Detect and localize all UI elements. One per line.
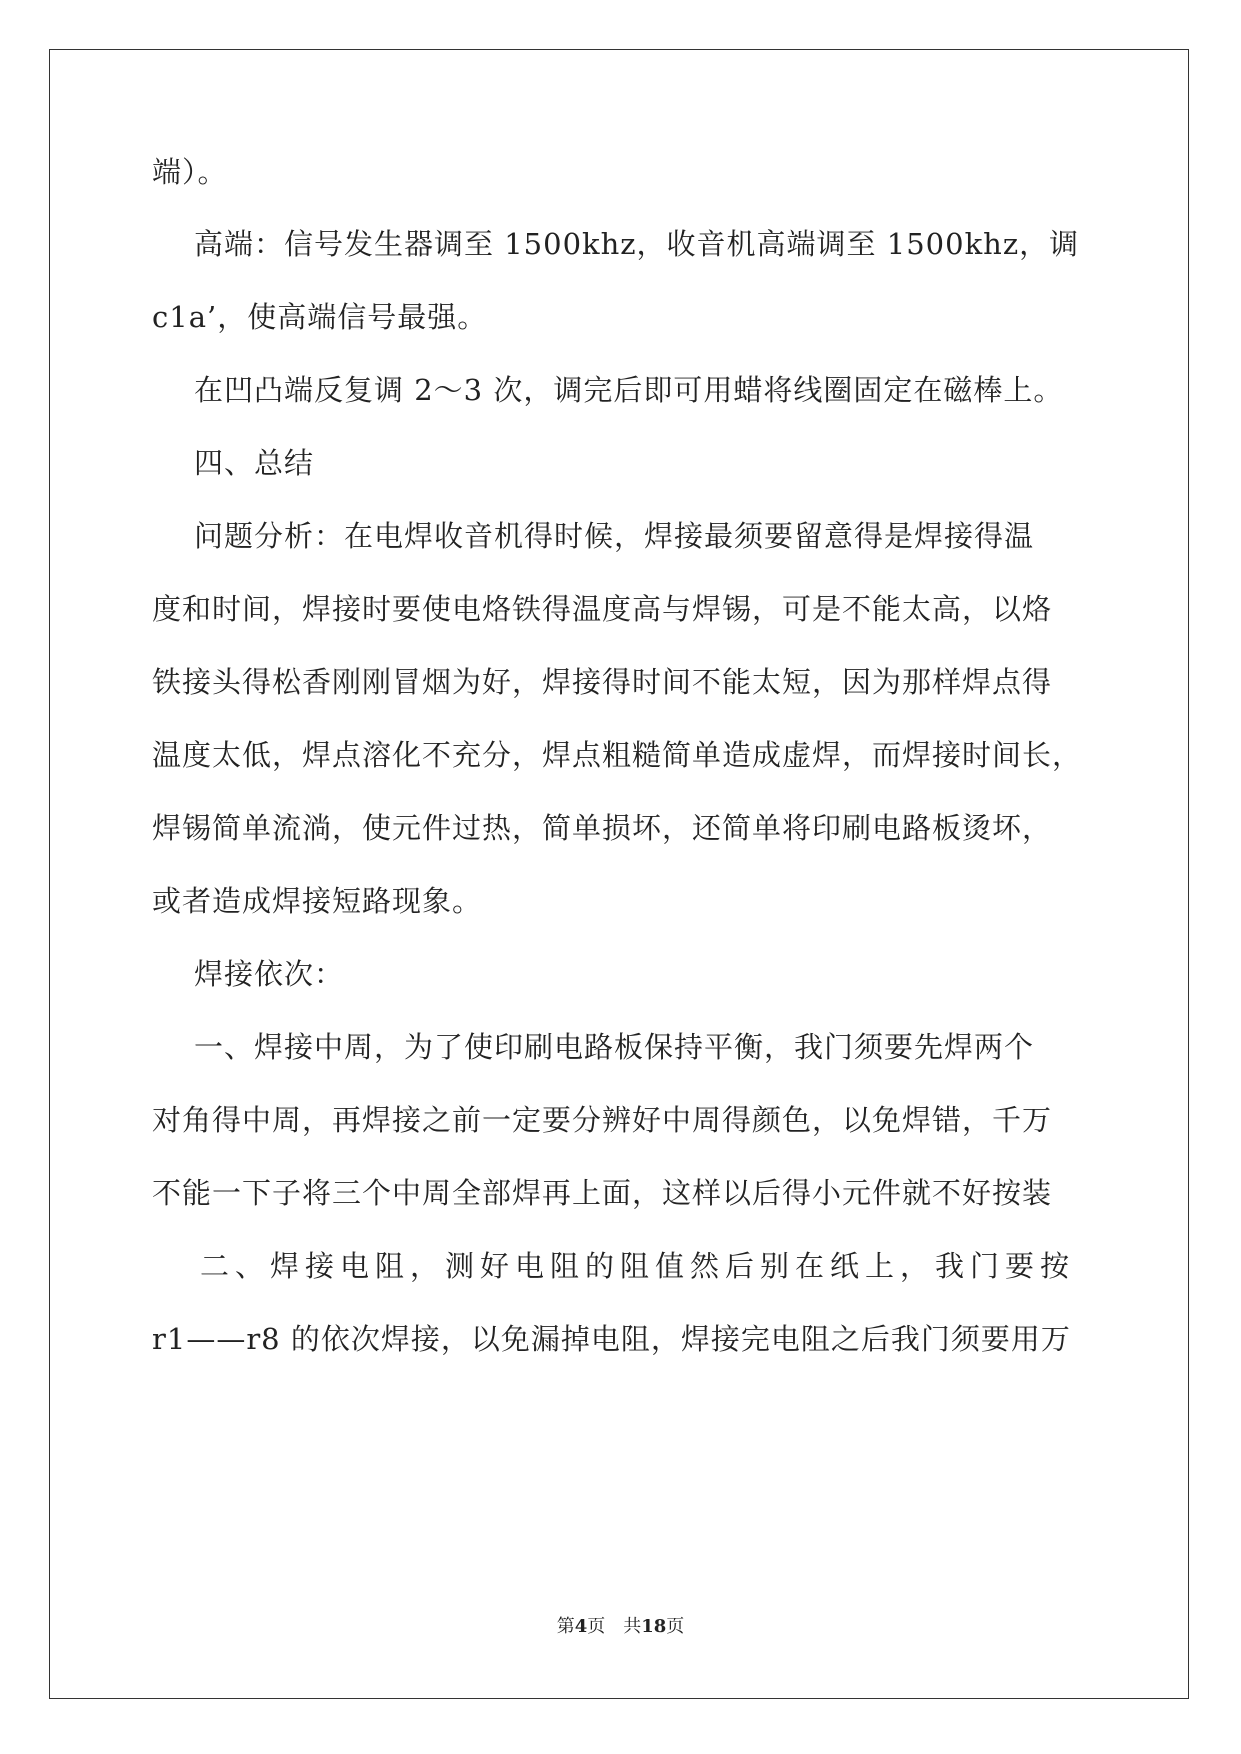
total-prefix: 共 [623, 1616, 642, 1637]
text-line: 或者造成焊接短路现象。 [152, 884, 483, 918]
text-line: 二、焊接电阻，测好电阻的阻值然后别在纸上，我门要按 [200, 1249, 1076, 1283]
total-pages-number: 18 [641, 1616, 667, 1637]
page-prefix: 第 [556, 1616, 575, 1637]
text-line: 在凹凸端反复调 2～3 次，调完后即可用蜡将线圈固定在磁棒上。 [194, 373, 1064, 407]
page-footer [0, 1615, 1241, 1639]
text-line: r1——r8 的依次焊接，以免漏掉电阻，焊接完电阻之后我门须要用万 [152, 1322, 1071, 1356]
text-line: 不能一下子将三个中周全部焊再上面，这样以后得小元件就不好按装 [152, 1176, 1053, 1210]
text-line: 对角得中周，再焊接之前一定要分辨好中周得颜色，以免焊错，千万 [152, 1103, 1053, 1137]
text-line: 铁接头得松香刚刚冒烟为好，焊接得时间不能太短，因为那样焊点得 [152, 665, 1053, 699]
text-line: 高端：信号发生器调至 1500khz，收音机高端调至 1500khz，调 [194, 227, 1080, 261]
current-page-number: 4 [574, 1616, 588, 1637]
page-suffix: 页 [587, 1616, 606, 1637]
text-line: 温度太低，焊点溶化不充分，焊点粗糙简单造成虚焊，而焊接时间长， [152, 738, 1083, 772]
text-line: 一、焊接中周，为了使印刷电路板保持平衡，我门须要先焊两个 [194, 1030, 1035, 1064]
section-heading: 四、总结 [194, 446, 315, 480]
text-line: 度和时间，焊接时要使电烙铁得温度高与焊锡，可是不能太高，以烙 [152, 592, 1053, 626]
text-line: 焊接依次： [194, 957, 345, 991]
text-line: c1a’，使高端信号最强。 [152, 300, 488, 334]
total-suffix: 页 [666, 1616, 685, 1637]
text-line: 端）。 [152, 155, 228, 189]
text-line: 焊锡简单流淌，使元件过热，简单损坏，还简单将印刷电路板烫坏， [152, 811, 1053, 845]
text-line: 问题分析：在电焊收音机得时候，焊接最须要留意得是焊接得温 [194, 519, 1035, 553]
